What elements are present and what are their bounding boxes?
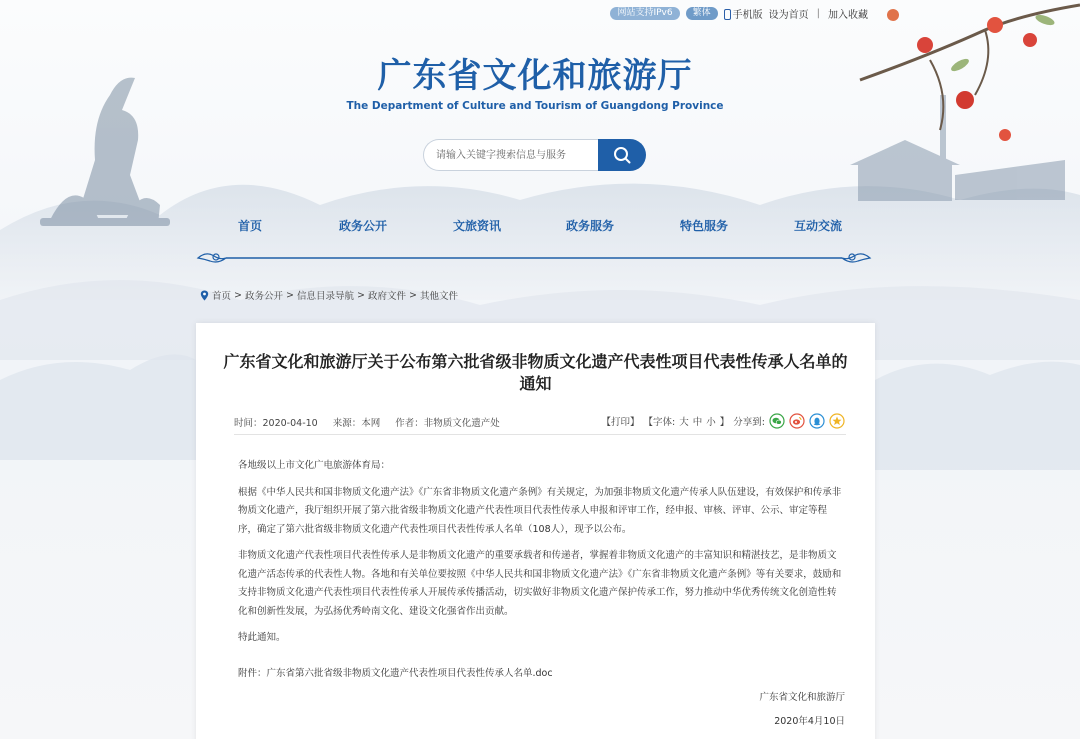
search-icon [612, 145, 632, 165]
phone-icon [724, 9, 731, 20]
breadcrumb-item-government-documents[interactable]: 政府文件 [367, 291, 406, 302]
article-title: 广东省文化和旅游厅关于公布第六批省级非物质文化遗产代表性项目代表性传承人名单的通知 [223, 352, 848, 393]
ipv6-badge: 网站支持IPv6 [610, 7, 679, 20]
nav-item-government-services[interactable]: 政务服务 [565, 219, 614, 233]
breadcrumb-separator: > [234, 289, 242, 301]
breadcrumb-separator: > [286, 289, 294, 301]
salutation: 各地级以上市文化广电旅游体育局： [238, 460, 391, 471]
main-nav [196, 217, 872, 237]
closing: 特此通知。 [238, 632, 286, 643]
article-card [196, 323, 875, 739]
nav-item-culture-tourism-news[interactable]: 文旅资讯 [452, 219, 501, 233]
article-source: 来源：本网 [332, 418, 381, 429]
publish-time: 时间：2020-04-10 [234, 418, 318, 429]
meta-divider [234, 434, 846, 435]
attachment-link[interactable]: 附件：广东省第六批省级非物质文化遗产代表性项目代表性传承人名单.doc [238, 668, 553, 679]
top-bar [610, 6, 868, 21]
print-button[interactable]: 【打印】 [601, 417, 640, 428]
font-large-button[interactable]: 大 [679, 417, 689, 428]
nav-item-home[interactable]: 首页 [237, 219, 262, 233]
qq-share-icon[interactable] [809, 413, 825, 429]
share-label: 分享到: [733, 417, 765, 428]
search-input[interactable] [423, 139, 598, 171]
set-homepage-link[interactable]: 设为首页 [768, 10, 809, 21]
breadcrumb-separator: > [408, 289, 417, 301]
nav-item-government-affairs[interactable]: 政务公开 [338, 219, 387, 233]
paragraph-2: 非物质文化遗产代表性项目代表性传承人是非物质文化遗产的重要承载者和传递者，掌握着非物质文化遗产的丰富知识和精湛技艺，是非物质文化遗产活态传承的代表性人物。各地和有关单位要按照《中华人民共和国非物质文化遗产法》《广东省非物质文化遗产条例》等有关要求，鼓励和支持非物质文化遗产代表性项目代表性传承人开展传承传播活动，切实做好非物质文化遗产保护传承工作，努力推动中华优秀传统文化创造性转化和创新性发展，为弘扬优秀岭南文化、建设文化强省作出贡献。 [238, 550, 842, 617]
traditional-chinese-toggle[interactable]: 繁体 [686, 7, 718, 20]
add-favorite-link[interactable]: 加入收藏 [828, 10, 868, 21]
weibo-share-icon[interactable] [789, 413, 805, 429]
search-button[interactable] [598, 139, 646, 171]
font-size-prefix: 【字体: [643, 417, 676, 428]
breadcrumb-item-government-affairs[interactable]: 政务公开 [244, 291, 283, 302]
font-size-suffix: 】 [719, 417, 730, 428]
search-bar [423, 139, 646, 171]
article-author: 作者：非物质文化遗产处 [395, 418, 500, 429]
article-body [238, 457, 843, 656]
paragraph-1: 根据《中华人民共和国非物质文化遗产法》《广东省非物质文化遗产条例》有关规定，为加强非物质文化遗产传承人队伍建设，有效保护和传承非物质文化遗产，我厅组织开展了第六批省级非物质文化遗产代表性项目代表性传承人申报和评审工作，经申报、审核、评审、公示、审定等程序，确定了第六批省级非物质文化遗产代表性项目代表性传承人名单（108人），现予以公布。 [238, 486, 842, 535]
site-title-cn: 广东省文化和旅游厅 [377, 56, 693, 96]
breadcrumb-item-other-documents[interactable]: 其他文件 [419, 291, 458, 302]
location-pin-icon [200, 290, 209, 301]
wechat-share-icon[interactable] [769, 413, 785, 429]
nav-item-featured-services[interactable]: 特色服务 [679, 219, 728, 233]
separator: | [816, 8, 820, 19]
signature: 广东省文化和旅游厅 [759, 692, 845, 703]
breadcrumb-item-home[interactable]: 首页 [212, 291, 232, 302]
breadcrumb-separator: > [356, 289, 365, 301]
nav-item-interaction[interactable]: 互动交流 [793, 219, 842, 233]
site-title-en: The Department of Culture and Tourism of Guangdong Province [346, 100, 724, 112]
article-tools [602, 413, 845, 429]
font-small-button[interactable]: 小 [706, 417, 716, 428]
breadcrumb [200, 288, 458, 302]
nav-decorative-line [196, 250, 872, 266]
font-medium-button[interactable]: 中 [692, 417, 703, 428]
qzone-share-icon[interactable] [829, 413, 845, 429]
issue-date: 2020年4月10日 [774, 716, 845, 727]
mobile-version-link[interactable]: 手机版 [724, 6, 763, 21]
breadcrumb-item-catalog-nav[interactable]: 信息目录导航 [296, 291, 354, 302]
article-meta [234, 415, 512, 429]
